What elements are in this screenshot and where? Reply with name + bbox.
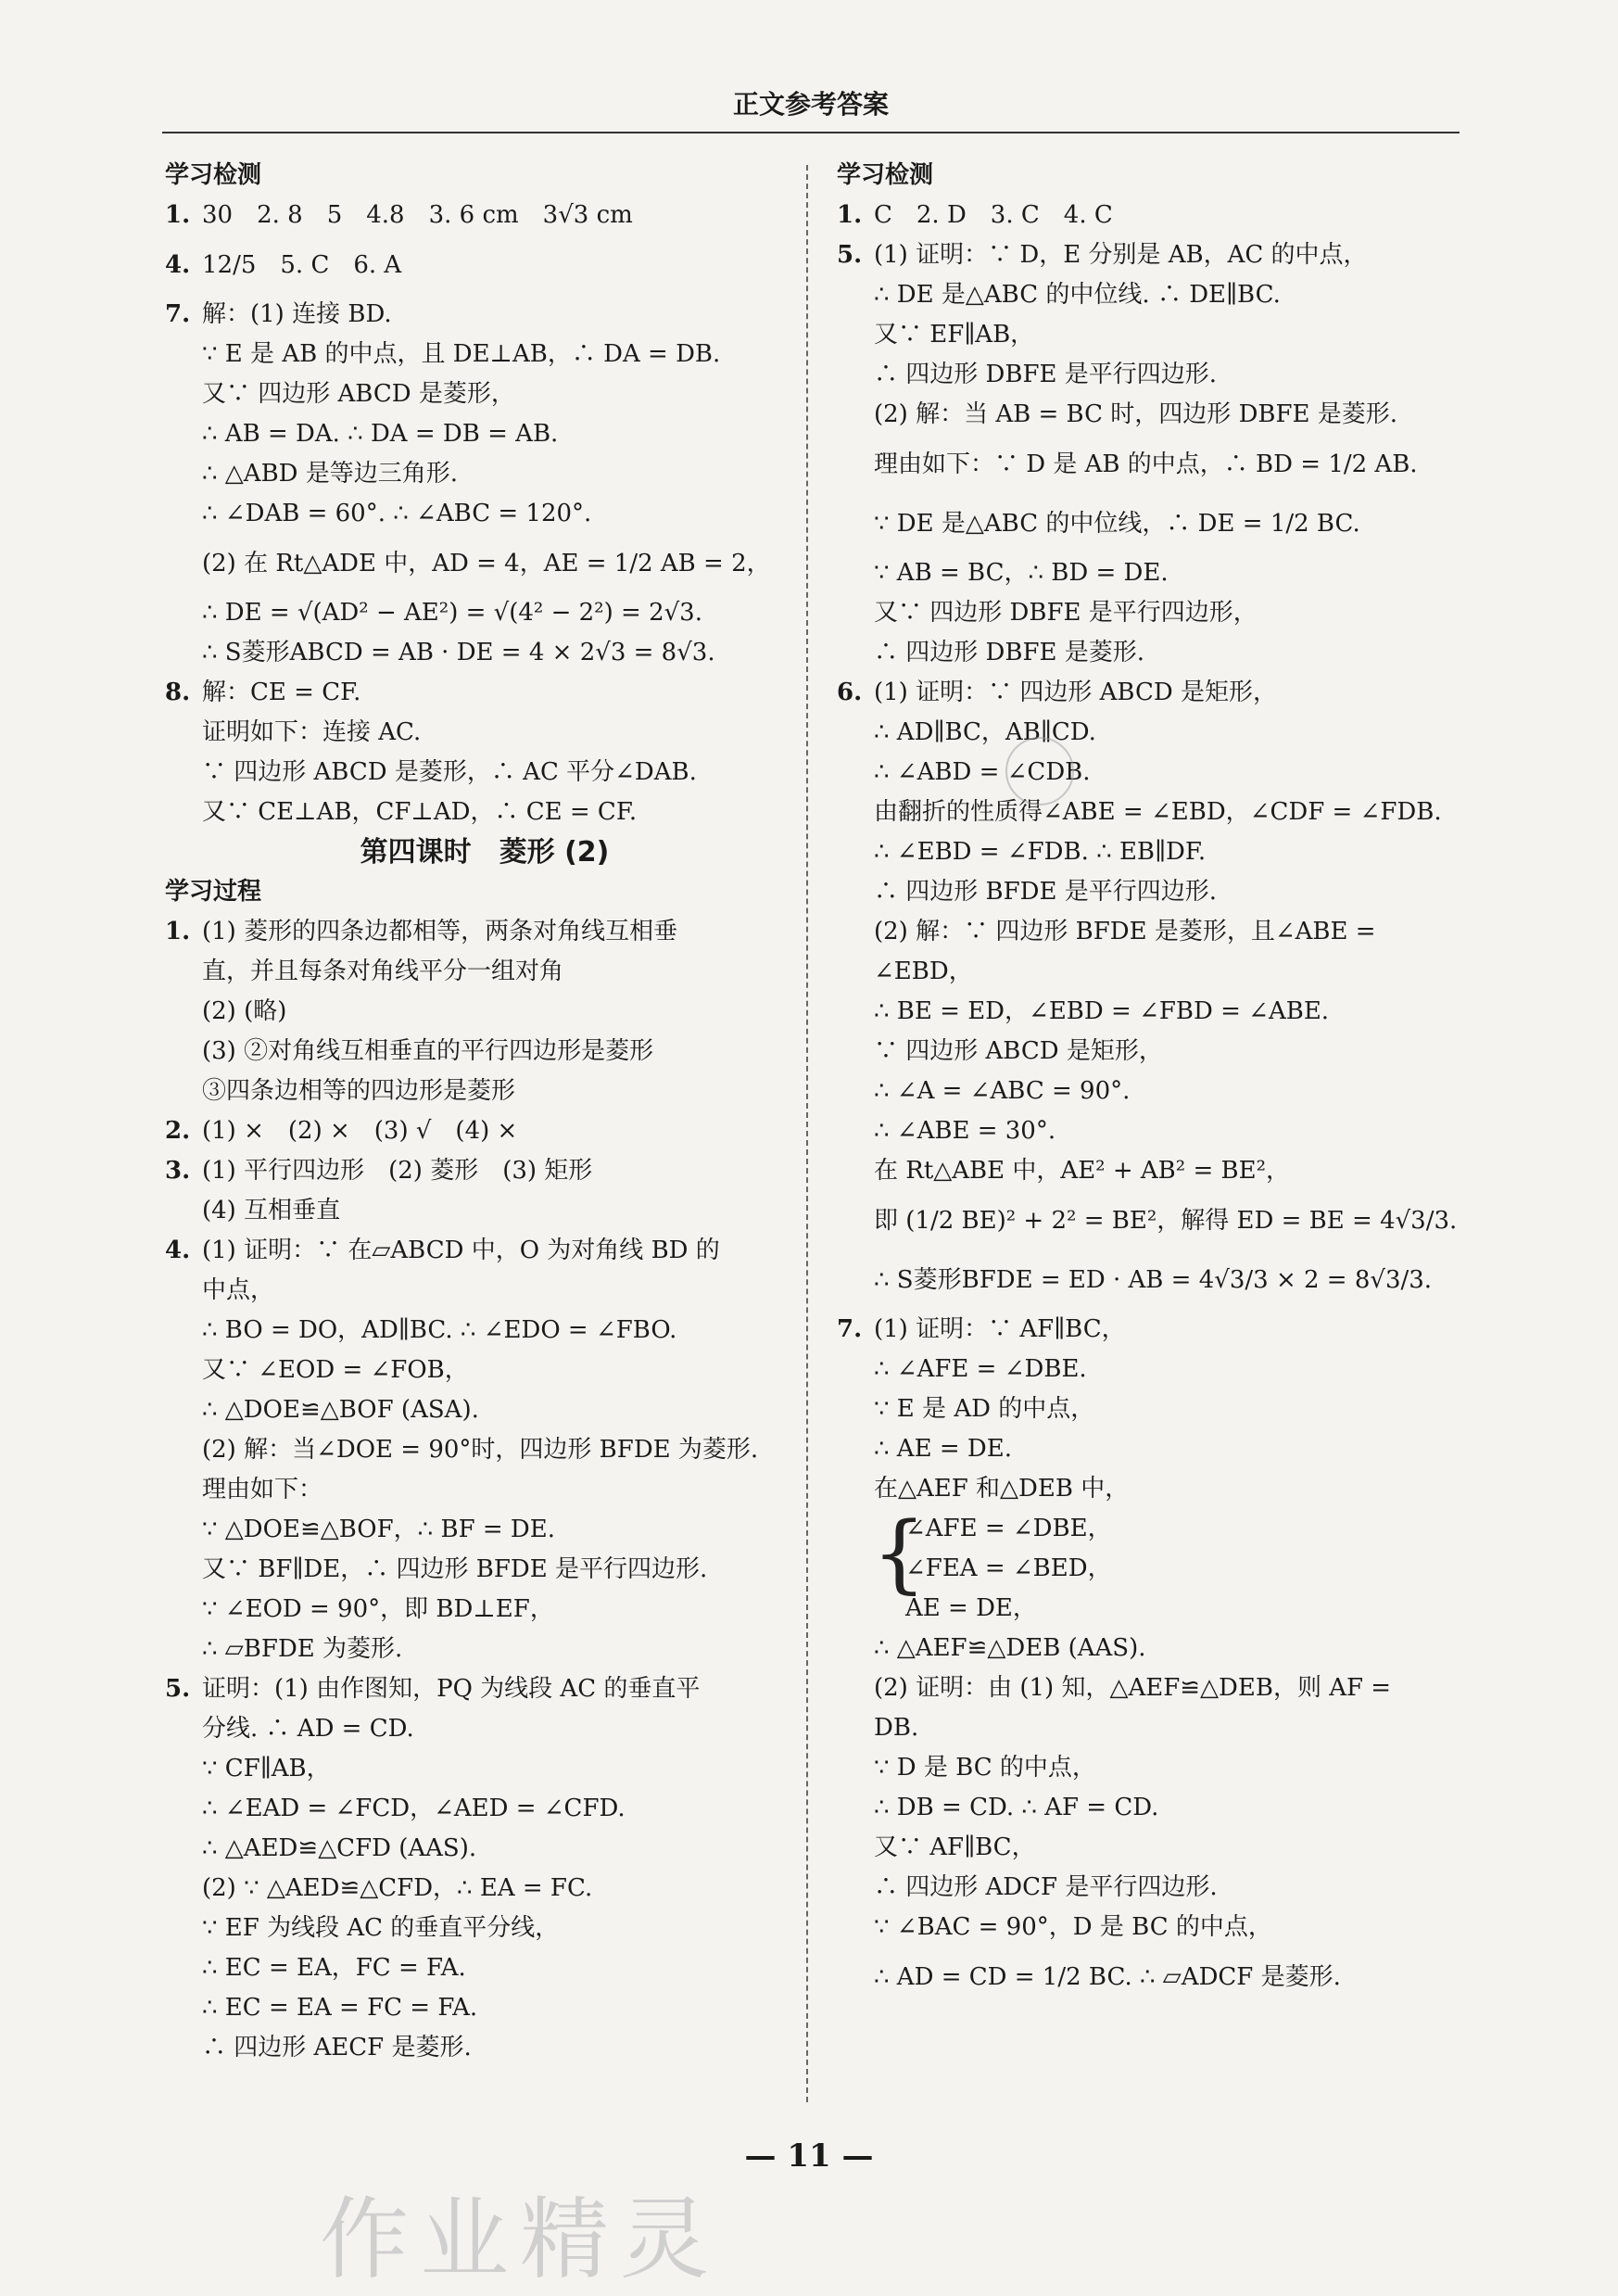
answer-line [837, 1429, 1458, 1469]
question-number: 5. [837, 241, 863, 269]
answer-line [165, 1829, 786, 1869]
answer-line [837, 1629, 1458, 1668]
answer-text: 解：CE = CF. [202, 679, 361, 706]
answer-text: ∴ S菱形BFDE = ED · AB = 4√3/3 × 2 = 8√3/3. [874, 1266, 1433, 1294]
answer-line [165, 633, 786, 673]
answer-line [837, 395, 1458, 435]
question-number: 1. [165, 201, 191, 229]
answer-line [837, 952, 1458, 992]
answer-line [165, 1789, 786, 1829]
answer-text: 在△AEF 和△DEB 中， [874, 1475, 1130, 1503]
answer-text: ∴ BO = DO，AD∥BC. ∴ ∠EDO = ∠FBO. [202, 1316, 677, 1344]
column-divider [806, 165, 808, 2102]
answer-text: ∴ ∠A = ∠ABC = 90°. [874, 1077, 1131, 1105]
answer-text: 又∵ EF∥AB， [874, 321, 1035, 349]
answer-line [837, 1868, 1458, 1908]
section-heading [837, 156, 1458, 196]
answer-text: ∴ EC = EA，FC = FA. [202, 1954, 466, 1982]
answer-line [837, 315, 1458, 355]
answer-line [165, 1072, 786, 1111]
answer-line [837, 1191, 1458, 1250]
answer-line [165, 2028, 786, 2068]
answer-text: ∴ △AEF≌△DEB (AAS). [874, 1634, 1146, 1662]
answer-line [837, 1151, 1458, 1191]
answer-line [165, 1988, 786, 2028]
answer-text: C 2. D 3. C 4. C [874, 201, 1113, 229]
answer-text: ∴ ∠ABE = 30°. [874, 1117, 1056, 1145]
answer-line [165, 753, 786, 793]
answer-text: ∴ DE = √(AD² − AE²) = √(4² − 2²) = 2√3. [202, 599, 702, 627]
answer-text: ∴ ▱BFDE 为菱形. [202, 1635, 403, 1663]
answer-line [165, 673, 786, 713]
answer-line [165, 1948, 786, 1988]
answer-text: (1) 证明：∵ AF∥BC， [874, 1315, 1126, 1343]
question-number: 5. [165, 1675, 191, 1703]
answer-text: 即 (1/2 BE)² + 2² = BE²，解得 ED = BE = 4√3/3. [874, 1207, 1458, 1235]
answer-line [165, 793, 786, 832]
answer-text: ∴ AD = CD = 1/2 BC. ∴ ▱ADCF 是菱形. [874, 1963, 1341, 1991]
answer-text: 又∵ BF∥DE，∴ 四边形 BFDE 是平行四边形. [202, 1555, 708, 1583]
answer-text: ∴ 四边形 DBFE 是平行四边形. [874, 361, 1218, 388]
answer-text: ∵ D 是 BC 的中点， [874, 1754, 1096, 1782]
answer-line [165, 713, 786, 753]
answer-line [165, 1311, 786, 1351]
answer-text: 12/5 5. C 6. A [202, 251, 402, 279]
answer-text: 在 Rt△ABE 中，AE² + AB² = BE²， [874, 1157, 1291, 1185]
answer-line [165, 1869, 786, 1909]
answer-text: (1) 证明：∵ 在▱ABCD 中，O 为对角线 BD 的 [202, 1237, 720, 1264]
answer-text: ∵ EF 为线段 AC 的垂直平分线， [202, 1914, 560, 1942]
answer-text: 理由如下： [202, 1476, 323, 1503]
answer-text: AE = DE， [905, 1594, 1037, 1622]
answer-line [165, 1669, 786, 1709]
answer-text: 证明如下：连接 AC. [202, 718, 422, 746]
answer-text: ∴ DE 是△ABC 的中位线. ∴ DE∥BC. [874, 281, 1281, 309]
answer-line [837, 1389, 1458, 1429]
lesson-title-text: 第四课时 菱形 (2) [360, 836, 610, 869]
answer-text: ∴ ∠EAD = ∠FCD，∠AED = ∠CFD. [202, 1795, 626, 1822]
answer-text: 直，并且每条对角线平分一组对角 [202, 958, 564, 985]
answer-text: ∴ ∠ABD = ∠CDB. [874, 758, 1091, 786]
answer-text: (1) 证明：∵ 四边形 ABCD 是矩形， [874, 679, 1277, 706]
answer-text: ∵ 四边形 ABCD 是菱形，∴ AC 平分∠DAB. [202, 758, 697, 786]
answer-text: ∠FEA = ∠BED， [905, 1554, 1112, 1582]
answer-line [837, 992, 1458, 1032]
answer-text: ∴ AE = DE. [874, 1435, 1012, 1463]
answer-line [165, 1709, 786, 1749]
lesson-title [165, 832, 786, 872]
answer-text: 分线. ∴ AD = CD. [202, 1715, 414, 1743]
answer-line [837, 793, 1458, 832]
answer-text: (2) 解：当 AB = BC 时，四边形 DBFE 是菱形. [874, 400, 1398, 428]
answer-line [165, 534, 786, 593]
answer-line [165, 335, 786, 374]
answer-text: 30 2. 8 5 4.8 3. 6 cm 3√3 cm [202, 201, 633, 229]
answer-line [165, 593, 786, 633]
answer-line [837, 713, 1458, 753]
answer-line [837, 553, 1458, 593]
answer-line [837, 673, 1458, 713]
answer-text: 解：(1) 连接 BD. [202, 300, 392, 328]
answer-text: ∠AFE = ∠DBE， [905, 1515, 1112, 1542]
answer-line [837, 633, 1458, 673]
answer-line [837, 832, 1458, 872]
answer-line [165, 1630, 786, 1669]
watermark: 作业精灵 [320, 2188, 720, 2291]
answer-line [837, 1748, 1458, 1788]
answer-line [837, 593, 1458, 633]
answer-line [165, 1191, 786, 1231]
answer-line [837, 1788, 1458, 1828]
answer-text: ∴ △ABD 是等边三角形. [202, 460, 459, 488]
answer-line [165, 1271, 786, 1311]
answer-line [837, 1668, 1458, 1708]
answer-text: ③四条边相等的四边形是菱形 [202, 1077, 516, 1105]
answer-text: ∴ DB = CD. ∴ AF = CD. [874, 1794, 1159, 1821]
answer-line [165, 1111, 786, 1151]
answer-line [837, 275, 1458, 315]
answer-line [165, 1510, 786, 1550]
question-number: 1. [837, 201, 863, 229]
answer-line [165, 235, 786, 295]
answer-line [165, 992, 786, 1032]
faint-stamp [1005, 737, 1074, 806]
answer-text: 证明：(1) 由作图知，PQ 为线段 AC 的垂直平 [202, 1675, 701, 1703]
answer-line [165, 1231, 786, 1271]
question-number: 1. [165, 918, 191, 945]
answer-line [165, 295, 786, 335]
question-number: 6. [837, 679, 863, 706]
answer-text: ∴ 四边形 BFDE 是平行四边形. [874, 878, 1218, 906]
answer-line [165, 1351, 786, 1390]
answer-text: ∵ ∠BAC = 90°，D 是 BC 的中点， [874, 1913, 1272, 1941]
answer-line [165, 454, 786, 494]
answer-line [837, 753, 1458, 793]
answer-text: ∵ 四边形 ABCD 是矩形， [874, 1037, 1163, 1065]
answer-line [837, 1111, 1458, 1151]
answer-text: (2) 在 Rt△ADE 中，AD = 4，AE = 1/2 AB = 2， [202, 550, 771, 577]
answer-line [165, 1550, 786, 1590]
answer-line [165, 1032, 786, 1072]
answer-line [165, 1151, 786, 1191]
right-column [837, 156, 1458, 2007]
question-number: 7. [837, 1315, 863, 1343]
header-rule [162, 132, 1460, 133]
answer-line [837, 872, 1458, 912]
answer-text: ∴ ∠AFE = ∠DBE. [874, 1355, 1087, 1383]
answer-text: (2) (略) [202, 997, 287, 1025]
question-number: 8. [165, 679, 191, 706]
answer-line [165, 1749, 786, 1789]
section-heading-text: 学习过程 [165, 878, 262, 906]
answer-line [837, 435, 1458, 494]
answer-text: (2) 解：当∠DOE = 90°时，四边形 BFDE 为菱形. [202, 1436, 759, 1464]
answer-text: 中点， [202, 1276, 275, 1304]
answer-text: 理由如下：∵ D 是 AB 的中点，∴ BD = 1/2 AB. [874, 450, 1418, 478]
system-brace: { [872, 1503, 927, 1603]
answer-text: ∴ △DOE≌△BOF (ASA). [202, 1396, 479, 1424]
answer-text: (2) 解：∵ 四边形 BFDE 是菱形，且∠ABE = [874, 918, 1376, 945]
answer-line [837, 1549, 1458, 1589]
answer-line [837, 196, 1458, 235]
answer-line [837, 1310, 1458, 1350]
answer-text: ∠EBD， [874, 958, 973, 985]
answer-text: (1) 菱形的四条边都相等，两条对角线互相垂 [202, 918, 678, 945]
answer-line [165, 912, 786, 952]
answer-line [165, 494, 786, 534]
answer-text: 由翻折的性质得∠ABE = ∠EBD，∠CDF = ∠FDB. [874, 798, 1442, 826]
answer-text: 又∵ AF∥BC， [874, 1833, 1036, 1861]
answer-text: DB. [874, 1714, 919, 1742]
answer-text: (2) 证明：由 (1) 知，△AEF≌△DEB，则 AF = [874, 1674, 1392, 1702]
answer-line [837, 1828, 1458, 1868]
answer-line [837, 1032, 1458, 1072]
answer-text: ∴ EC = EA = FC = FA. [202, 1994, 478, 2022]
answer-text: (3) ②对角线互相垂直的平行四边形是菱形 [202, 1037, 654, 1065]
answer-text: (1) × (2) × (3) √ (4) × [202, 1117, 518, 1145]
answer-text: ∴ 四边形 AECF 是菱形. [202, 2034, 472, 2061]
answer-text: ∵ ∠EOD = 90°，即 BD⊥EF， [202, 1595, 554, 1623]
answer-line [837, 1250, 1458, 1310]
answer-text: (2) ∵ △AED≌△CFD，∴ EA = FC. [202, 1874, 593, 1902]
page-header: 正文参考答案 [732, 89, 889, 120]
answer-text: ∵ E 是 AD 的中点， [874, 1395, 1095, 1423]
answer-line [165, 952, 786, 992]
answer-text: ∵ AB = BC，∴ BD = DE. [874, 559, 1169, 587]
answer-text: (1) 平行四边形 (2) 菱形 (3) 矩形 [202, 1157, 593, 1185]
answer-line [837, 1589, 1458, 1629]
question-number: 7. [165, 300, 191, 328]
section-heading-text: 学习检测 [165, 161, 262, 189]
answer-line [837, 1469, 1458, 1509]
answer-line [837, 1908, 1458, 1947]
answer-text: ∴ S菱形ABCD = AB · DE = 4 × 2√3 = 8√3. [202, 639, 715, 666]
answer-line [837, 912, 1458, 952]
answer-text: ∴ 四边形 ADCF 是平行四边形. [874, 1873, 1218, 1901]
question-number: 4. [165, 251, 191, 279]
question-number: 4. [165, 1237, 191, 1264]
answer-line [837, 1350, 1458, 1389]
answer-text: ∴ 四边形 DBFE 是菱形. [874, 639, 1145, 666]
question-number: 3. [165, 1157, 191, 1185]
page-number: — 11 — [744, 2137, 874, 2175]
answer-line [165, 1430, 786, 1470]
question-number: 2. [165, 1117, 191, 1145]
answer-line [165, 1470, 786, 1510]
answer-text: ∴ ∠EBD = ∠FDB. ∴ EB∥DF. [874, 838, 1207, 866]
answer-text: 又∵ 四边形 ABCD 是菱形， [202, 380, 515, 408]
left-column [165, 156, 786, 2068]
answer-text: ∵ E 是 AB 的中点，且 DE⊥AB，∴ DA = DB. [202, 340, 721, 368]
answer-text: ∴ AD∥BC，AB∥CD. [874, 718, 1096, 746]
answer-line [165, 374, 786, 414]
section-heading [165, 156, 786, 196]
answer-line [165, 196, 786, 235]
answer-line [165, 1909, 786, 1948]
answer-line [837, 1072, 1458, 1111]
answer-line [165, 414, 786, 454]
answer-line [837, 1708, 1458, 1748]
answer-text: 又∵ ∠EOD = ∠FOB， [202, 1356, 469, 1384]
answer-text: ∴ △AED≌△CFD (AAS). [202, 1834, 477, 1862]
answer-text: ∴ ∠DAB = 60°. ∴ ∠ABC = 120°. [202, 500, 592, 527]
answer-text: ∵ DE 是△ABC 的中位线，∴ DE = 1/2 BC. [874, 510, 1360, 538]
section-heading-text: 学习检测 [837, 161, 934, 189]
answer-line [165, 1390, 786, 1430]
answer-text: (1) 证明：∵ D，E 分别是 AB，AC 的中点， [874, 241, 1368, 269]
answer-text: ∴ AB = DA. ∴ DA = DB = AB. [202, 420, 559, 448]
answer-text: ∵ △DOE≌△BOF，∴ BF = DE. [202, 1516, 556, 1543]
answer-line [837, 355, 1458, 395]
answer-text: ∵ CF∥AB， [202, 1755, 331, 1782]
answer-line [837, 235, 1458, 275]
answer-text: ∴ BE = ED，∠EBD = ∠FBD = ∠ABE. [874, 997, 1330, 1025]
answer-text: 又∵ CE⊥AB，CF⊥AD，∴ CE = CF. [202, 798, 638, 826]
section-heading [165, 872, 786, 912]
answer-line [837, 494, 1458, 553]
answer-text: 又∵ 四边形 DBFE 是平行四边形， [874, 599, 1258, 627]
answer-text: (4) 互相垂直 [202, 1197, 341, 1224]
answer-line [837, 1947, 1458, 2007]
answer-line [165, 1590, 786, 1630]
